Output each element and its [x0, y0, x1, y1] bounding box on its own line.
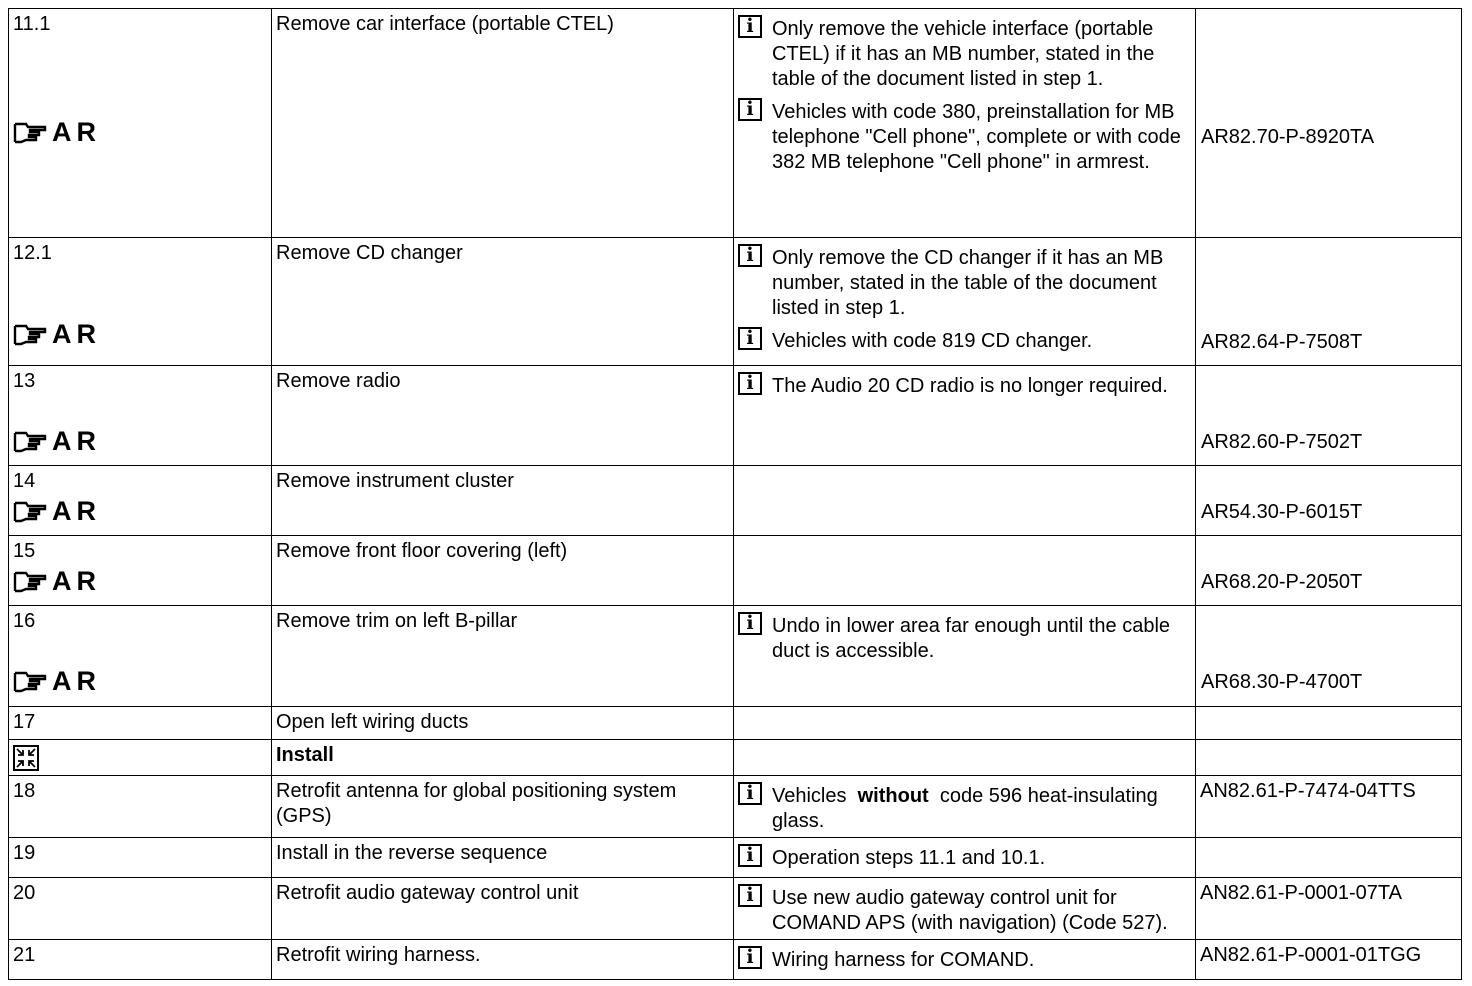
note-text: Vehicles with code 819 CD changer. — [772, 330, 1093, 352]
notes-cell — [734, 878, 1196, 940]
reference-cell — [1196, 606, 1462, 707]
note — [738, 100, 1190, 175]
install-icon — [13, 745, 39, 771]
pointing-hand-icon — [12, 119, 48, 145]
info-icon: i — [738, 946, 762, 969]
reference-cell — [1196, 9, 1462, 238]
task-text: Open left wiring ducts — [276, 711, 469, 733]
step-cell — [9, 838, 272, 878]
reference-cell — [1196, 740, 1462, 776]
ar-reference-marker — [12, 116, 101, 147]
reference-cell — [1196, 366, 1462, 466]
reference-cell — [1196, 707, 1462, 740]
note — [738, 948, 1190, 973]
note — [738, 17, 1190, 92]
step-cell — [9, 466, 272, 536]
task-text: Remove trim on left B-pillar — [276, 610, 518, 632]
step-number: 14 — [13, 470, 36, 492]
reference-cell — [1196, 878, 1462, 940]
install-heading-row — [9, 740, 1462, 776]
task-cell — [272, 776, 734, 838]
step-number: 13 — [13, 370, 36, 392]
document-reference: AN82.61-P-0001-01TGG — [1200, 944, 1422, 966]
reference-cell — [1196, 940, 1462, 980]
step-cell — [9, 878, 272, 940]
task-text: Retrofit wiring harness. — [276, 944, 481, 966]
task-cell — [272, 838, 734, 878]
info-icon: i — [738, 15, 762, 38]
notes-cell — [734, 536, 1196, 606]
table-row — [9, 940, 1462, 980]
document-reference: AR82.64-P-7508T — [1201, 331, 1363, 353]
ar-reference-marker — [12, 565, 101, 596]
task-text: Retrofit audio gateway control unit — [276, 882, 579, 904]
note-text: The Audio 20 CD radio is no longer required. — [772, 375, 1168, 397]
table-row — [9, 776, 1462, 838]
ar-label: AR — [52, 565, 101, 596]
notes-cell — [734, 9, 1196, 238]
task-cell — [272, 606, 734, 707]
note-text: Only remove the vehicle interface (portable CTEL) if it has an MB number, stated in the table of the document listed in step 1. — [772, 18, 1155, 90]
step-cell — [9, 740, 272, 776]
ar-label: AR — [52, 495, 101, 526]
info-icon: i — [738, 612, 762, 635]
table-row — [9, 878, 1462, 940]
step-number: 11.1 — [13, 13, 51, 35]
reference-cell — [1196, 838, 1462, 878]
note — [738, 846, 1190, 871]
ar-label: AR — [52, 318, 101, 349]
task-cell — [272, 707, 734, 740]
note — [738, 374, 1190, 399]
document-reference: AR68.20-P-2050T — [1201, 571, 1363, 593]
task-text: Retrofit antenna for global positioning system (GPS) — [276, 780, 677, 827]
note — [738, 614, 1190, 664]
reference-cell — [1196, 536, 1462, 606]
task-text: Remove car interface (portable CTEL) — [276, 13, 614, 35]
document-reference: AR68.30-P-4700T — [1201, 671, 1363, 693]
step-number: 15 — [13, 540, 36, 562]
step-cell — [9, 776, 272, 838]
task-text: Remove CD changer — [276, 242, 463, 264]
note-text-post: code 596 heat-insulating glass. — [772, 785, 1158, 832]
note-text: Undo in lower area far enough until the cable duct is accessible. — [772, 615, 1171, 662]
note-text: Wiring harness for COMAND. — [772, 949, 1035, 971]
ar-reference-marker — [12, 425, 101, 456]
table-row — [9, 606, 1462, 707]
pointing-hand-icon — [12, 321, 48, 347]
table-row — [9, 466, 1462, 536]
step-cell — [9, 366, 272, 466]
notes-cell — [734, 366, 1196, 466]
step-cell — [9, 940, 272, 980]
step-number: 17 — [13, 711, 36, 733]
task-text: Remove radio — [276, 370, 401, 392]
procedure-table — [8, 8, 1462, 980]
step-number: 18 — [13, 780, 36, 802]
notes-cell — [734, 838, 1196, 878]
step-number: 16 — [13, 610, 36, 632]
info-icon: i — [738, 884, 762, 907]
notes-cell — [734, 238, 1196, 366]
notes-cell — [734, 466, 1196, 536]
task-cell — [272, 9, 734, 238]
document-reference: AN82.61-P-0001-07TA — [1200, 882, 1402, 904]
note — [738, 329, 1190, 354]
info-icon: i — [738, 844, 762, 867]
info-icon: i — [738, 327, 762, 350]
task-text: Remove front floor covering (left) — [276, 540, 568, 562]
section-heading-cell — [272, 740, 734, 776]
task-cell — [272, 536, 734, 606]
ar-reference-marker — [12, 495, 101, 526]
task-cell — [272, 366, 734, 466]
info-icon: i — [738, 244, 762, 267]
ar-reference-marker — [12, 665, 101, 696]
table-row — [9, 9, 1462, 238]
note-text: Vehicles with code 380, preinstallation for MB telephone "Cell phone", complete or with code 382 MB telephone "Cell phone" in armrest. — [772, 101, 1181, 173]
pointing-hand-icon — [12, 498, 48, 524]
note-text: Only remove the CD changer if it has an MB number, stated in the table of the document listed in step 1. — [772, 247, 1164, 319]
table-row — [9, 366, 1462, 466]
table-row — [9, 238, 1462, 366]
notes-cell — [734, 707, 1196, 740]
step-number: 21 — [13, 944, 36, 966]
step-number: 19 — [13, 842, 36, 864]
pointing-hand-icon — [12, 568, 48, 594]
note-text: Use new audio gateway control unit for COMAND APS (with navigation) (Code 527). — [772, 887, 1168, 934]
step-number: 20 — [13, 882, 36, 904]
ar-reference-marker — [12, 318, 101, 349]
step-number: 12.1 — [13, 242, 52, 264]
note-text-bold: without — [857, 785, 929, 807]
task-text: Install in the reverse sequence — [276, 842, 548, 864]
section-heading: Install — [276, 744, 334, 766]
table-row — [9, 536, 1462, 606]
step-cell — [9, 9, 272, 238]
document-reference: AN82.61-P-7474-04TTS — [1200, 780, 1416, 802]
reference-cell — [1196, 776, 1462, 838]
task-cell — [272, 878, 734, 940]
info-icon: i — [738, 98, 762, 121]
ar-label: AR — [52, 116, 101, 147]
step-cell — [9, 606, 272, 707]
note — [738, 886, 1190, 936]
notes-cell — [734, 940, 1196, 980]
note — [738, 246, 1190, 321]
document-reference: AR82.70-P-8920TA — [1201, 126, 1375, 148]
info-icon: i — [738, 372, 762, 395]
table-row — [9, 707, 1462, 740]
notes-cell — [734, 606, 1196, 707]
document-reference: AR54.30-P-6015T — [1201, 501, 1363, 523]
pointing-hand-icon — [12, 668, 48, 694]
task-cell — [272, 466, 734, 536]
note — [738, 784, 1190, 834]
task-cell — [272, 940, 734, 980]
note-text-pre: Vehicles — [772, 785, 847, 807]
table-row — [9, 838, 1462, 878]
notes-cell — [734, 740, 1196, 776]
task-cell — [272, 238, 734, 366]
pointing-hand-icon — [12, 428, 48, 454]
note-text: Operation steps 11.1 and 10.1. — [772, 847, 1046, 869]
step-cell — [9, 707, 272, 740]
ar-label: AR — [52, 425, 101, 456]
document-reference: AR82.60-P-7502T — [1201, 431, 1363, 453]
info-icon: i — [738, 782, 762, 805]
reference-cell — [1196, 466, 1462, 536]
task-text: Remove instrument cluster — [276, 470, 514, 492]
step-cell — [9, 238, 272, 366]
ar-label: AR — [52, 665, 101, 696]
notes-cell — [734, 776, 1196, 838]
step-cell — [9, 536, 272, 606]
reference-cell — [1196, 238, 1462, 366]
